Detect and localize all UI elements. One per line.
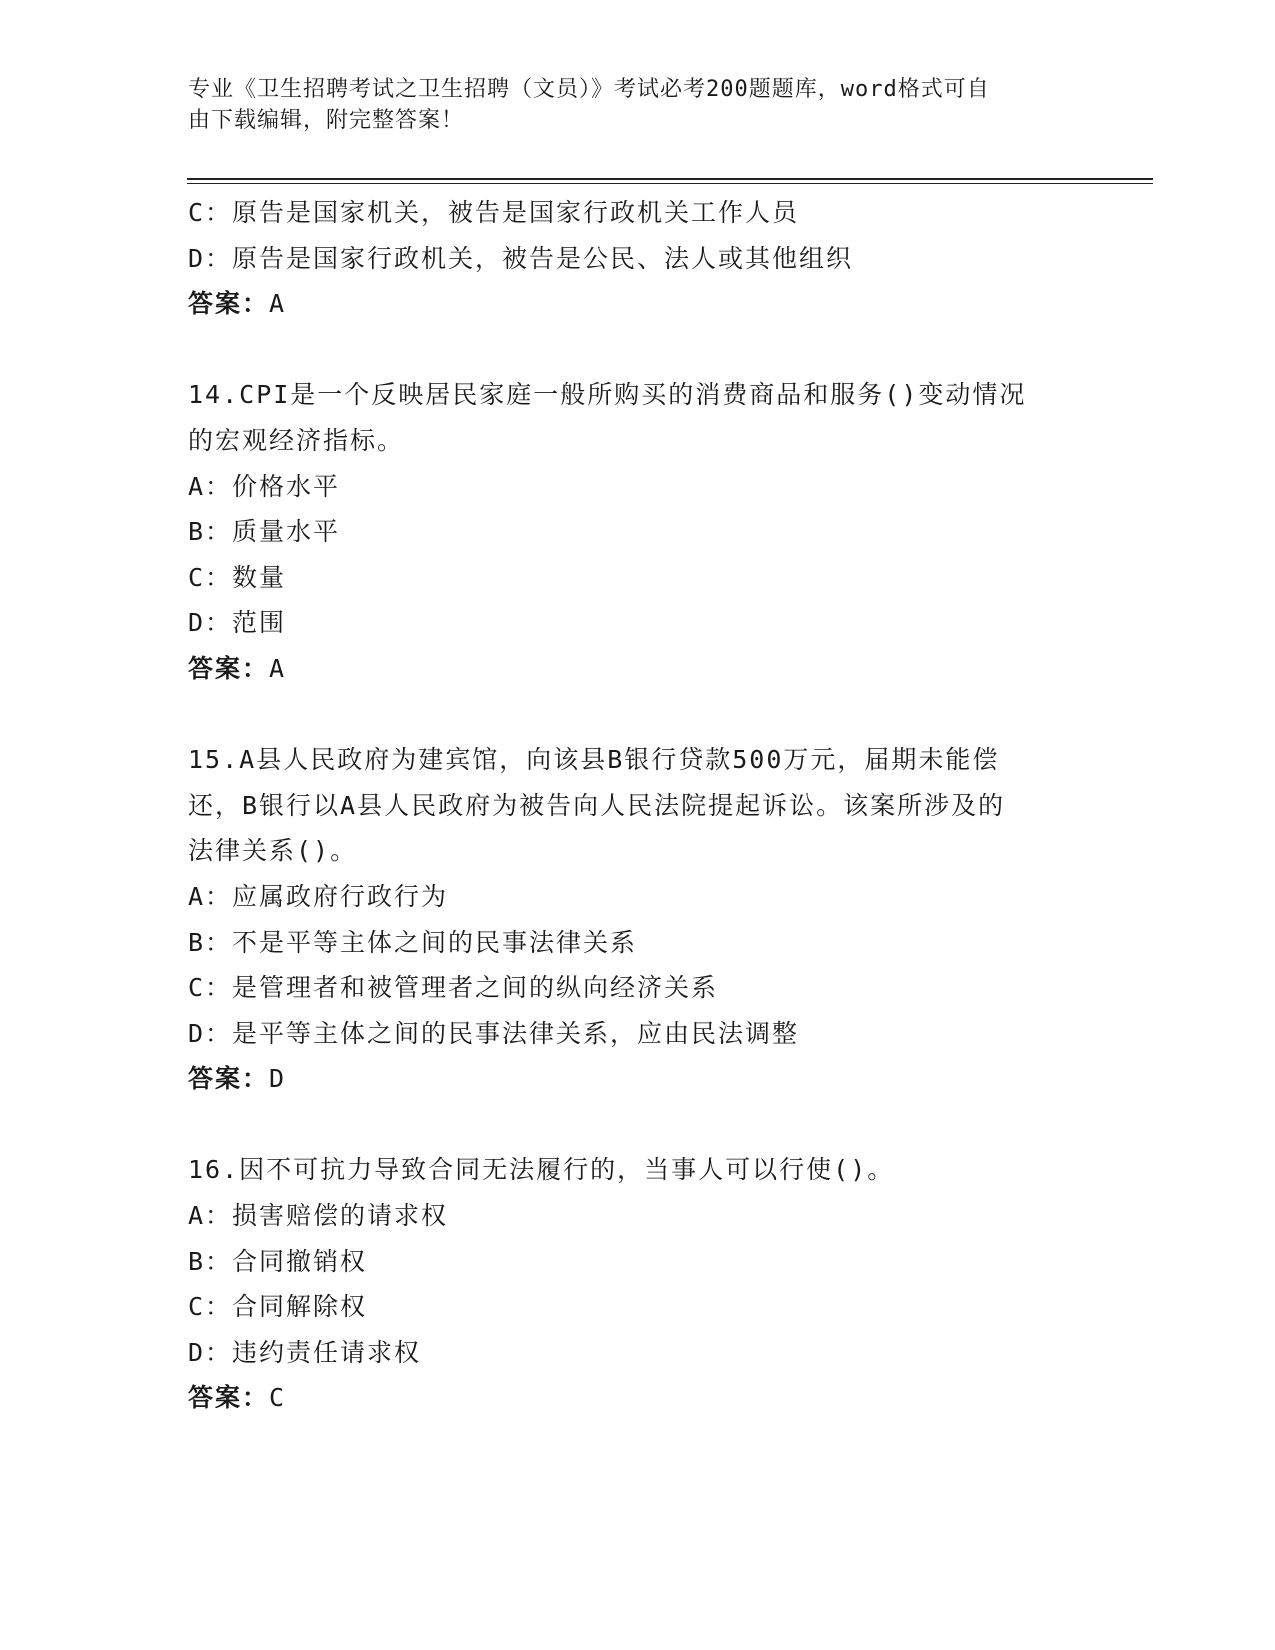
question-14 bbox=[188, 372, 1088, 691]
option-a: A：损害赔偿的请求权 bbox=[188, 1201, 449, 1231]
question-text: 16.因不可抗力导致合同无法履行的，当事人可以行使()。 bbox=[188, 1155, 895, 1185]
option-c: C：数量 bbox=[188, 562, 287, 592]
option-d: D：违约责任请求权 bbox=[188, 1337, 422, 1367]
header-divider-thin bbox=[187, 183, 1153, 184]
question-continued bbox=[188, 190, 1088, 327]
option-c: C：是管理者和被管理者之间的纵向经济关系 bbox=[188, 973, 719, 1003]
header-line: 由下载编辑，附完整答案！ bbox=[188, 108, 465, 133]
question-text: 的宏观经济指标。 bbox=[188, 425, 405, 455]
option-c: C：合同解除权 bbox=[188, 1292, 368, 1322]
question-text: 法律关系()。 bbox=[188, 836, 358, 866]
answer-label: 答案： bbox=[188, 1064, 270, 1094]
option-c: C：原告是国家机关，被告是国家行政机关工作人员 bbox=[188, 198, 800, 227]
page-header bbox=[188, 74, 1068, 136]
question-list bbox=[188, 190, 1088, 1421]
question-text: 15.A县人民政府为建宾馆，向该县B银行贷款500万元，届期未能偿 bbox=[188, 745, 1000, 775]
answer-label: 答案： bbox=[188, 1383, 270, 1413]
question-15 bbox=[188, 737, 1088, 1102]
answer-value: A bbox=[269, 653, 287, 683]
question-text: 还，B银行以A县人民政府为被告向人民法院提起诉讼。该案所涉及的 bbox=[188, 790, 1006, 820]
answer-value: D bbox=[269, 1064, 287, 1094]
answer-line bbox=[188, 1056, 1088, 1102]
option-a: A：应属政府行政行为 bbox=[188, 881, 449, 911]
answer-value: A bbox=[269, 289, 287, 319]
header-line: 专业《卫生招聘考试之卫生招聘（文员）》考试必考200题题库，word格式可自 bbox=[188, 77, 990, 102]
option-b: B：质量水平 bbox=[188, 517, 341, 547]
question-16 bbox=[188, 1147, 1088, 1421]
answer-value: C bbox=[269, 1383, 287, 1413]
header-divider bbox=[187, 178, 1153, 180]
answer-label: 答案： bbox=[188, 289, 270, 319]
option-d: D：原告是国家行政机关，被告是公民、法人或其他组织 bbox=[188, 243, 854, 273]
answer-label: 答案： bbox=[188, 653, 270, 683]
question-text: 14.CPI是一个反映居民家庭一般所购买的消费商品和服务()变动情况 bbox=[188, 380, 1027, 410]
option-d: D：是平等主体之间的民事法律关系，应由民法调整 bbox=[188, 1018, 800, 1048]
answer-line bbox=[188, 646, 1088, 692]
option-a: A：价格水平 bbox=[188, 471, 341, 501]
option-b: B：合同撤销权 bbox=[188, 1246, 368, 1276]
answer-line bbox=[188, 1375, 1088, 1421]
answer-line bbox=[188, 281, 1088, 327]
option-d: D：范围 bbox=[188, 608, 287, 638]
option-b: B：不是平等主体之间的民事法律关系 bbox=[188, 927, 638, 957]
